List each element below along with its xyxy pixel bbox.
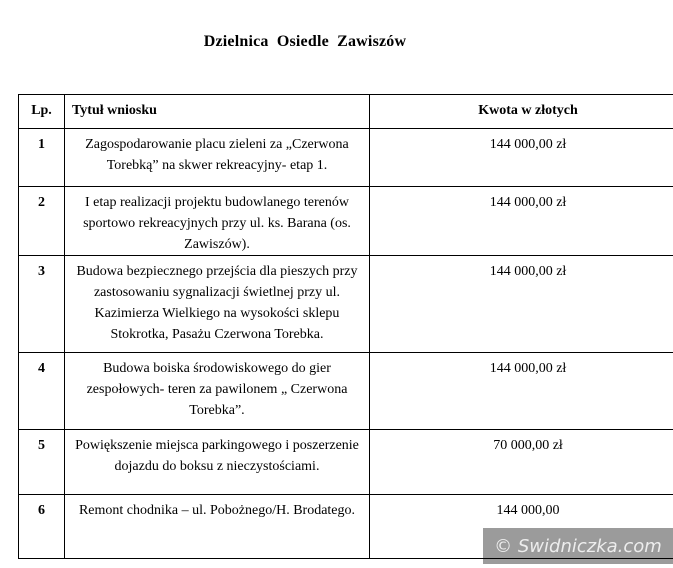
header-title: Tytuł wniosku (65, 95, 370, 129)
request-title: I etap realizacji projektu budowlanego terenów sportowo rekreacyjnych przy ul. ks. Barana (os. Zawiszów). (65, 187, 370, 256)
row-number: 4 (19, 353, 65, 430)
request-title: Powiększenie miejsca parkingowego i poszerzenie dojazdu do boksu z nieczystościami. (65, 430, 370, 495)
request-amount: 144 000,00 zł (370, 187, 673, 256)
table-row (19, 129, 673, 187)
request-amount: 144 000,00 zł (370, 129, 673, 187)
table-row (19, 187, 673, 256)
row-number: 6 (19, 495, 65, 559)
table-header-row (19, 95, 673, 129)
request-title: Budowa boiska środowiskowego do gier zespołowych- teren za pawilonem „ Czerwona Torebka”. (65, 353, 370, 430)
row-number: 3 (19, 256, 65, 353)
request-amount: 144 000,00 zł (370, 353, 673, 430)
watermark-text: © Swidniczka.com (494, 535, 662, 557)
row-number: 5 (19, 430, 65, 495)
request-title: Budowa bezpiecznego przejścia dla pieszych przy zastosowaniu sygnalizacji świetlnej przy ul. Kazimierza Wielkiego na wysokości sklepu Stokrotka, Pasażu Czerwona Torebka. (65, 256, 370, 353)
request-amount: 70 000,00 zł (370, 430, 673, 495)
row-number: 1 (19, 129, 65, 187)
header-lp: Lp. (19, 95, 65, 129)
table-row (19, 430, 673, 495)
table-row (19, 256, 673, 353)
request-title: Remont chodnika – ul. Pobożnego/H. Brodatego. (65, 495, 370, 559)
header-amount: Kwota w złotych (370, 95, 673, 129)
table-row (19, 495, 673, 559)
page-title: Dzielnica Osiedle Zawiszów (203, 33, 407, 50)
requests-table (18, 94, 673, 559)
request-amount: 144 000,00 zł (370, 256, 673, 353)
request-amount: 144 000,00 (370, 495, 673, 559)
row-number: 2 (19, 187, 65, 256)
table-row (19, 353, 673, 430)
request-title: Zagospodarowanie placu zieleni za „Czerwona Torebką” na skwer rekreacyjny- etap 1. (65, 129, 370, 187)
